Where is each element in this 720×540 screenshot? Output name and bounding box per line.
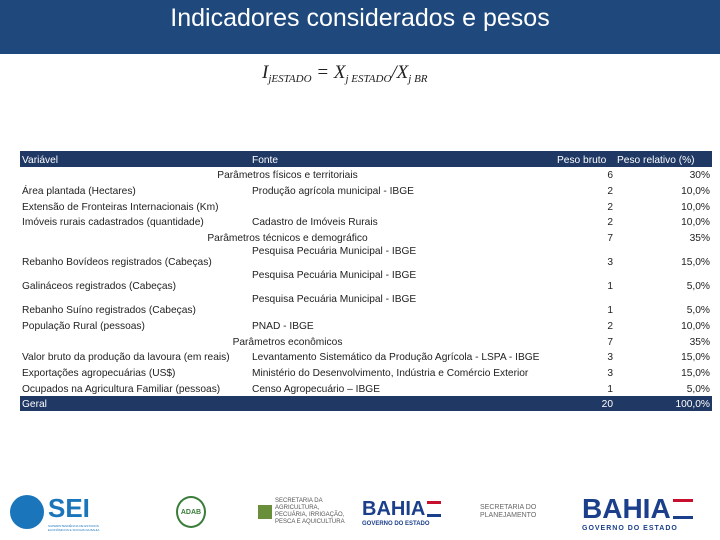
section-label: Parâmetros físicos e territoriais [217, 170, 358, 182]
indicators-table [20, 151, 712, 411]
adab-seal-icon [176, 496, 206, 528]
formula-lhs: I [262, 62, 269, 83]
cell-bruto: 3 [607, 257, 613, 269]
sei-logo [10, 490, 110, 534]
cell-fonte: Ministério do Desenvolvimento, Indústria e Comércio Exterior [252, 367, 529, 379]
table-row [20, 364, 712, 380]
cell-fonte: Censo Agropecuário – IBGE [252, 383, 380, 395]
formula-den-sub: j BR [408, 73, 428, 85]
footer-relativo: 100,0% [615, 396, 712, 412]
cell-fonte: Pesquisa Pecuária Municipal - IBGE [252, 270, 417, 282]
header-peso-bruto: Peso bruto [555, 151, 615, 167]
section-bruto: 7 [607, 233, 613, 245]
footer-bruto: 20 [555, 396, 615, 412]
formula-slash: /X [391, 62, 409, 83]
table-row [20, 317, 712, 333]
formula [262, 62, 428, 85]
seagri-text: SECRETARIA DA AGRICULTURA, PECUÁRIA, IRRIGAÇÃO, PESCA E AQUICULTURA [275, 498, 345, 525]
cell-variavel: População Rural (pessoas) [22, 320, 145, 332]
cell-variavel: Rebanho Bovídeos registrados (Cabeças) [22, 257, 212, 269]
bahia-large-wordmark: BAHIA [582, 492, 671, 524]
cell-variavel: Rebanho Suíno registrados (Cabeças) [22, 305, 196, 317]
seplan-logo [480, 490, 552, 534]
cell-variavel: Galináceos registrados (Cabeças) [22, 281, 177, 293]
cell-bruto: 1 [607, 305, 613, 317]
bahia-logo-small [362, 490, 462, 534]
section-label: Parâmetros econômicos [232, 336, 343, 348]
cell-variavel: Imóveis rurais cadastrados (quantidade) [22, 217, 204, 229]
seagri-emblem-icon [258, 505, 272, 519]
section-bruto: 6 [607, 170, 613, 182]
cell-relativo: 5,0% [686, 281, 710, 293]
cell-fonte: Produção agrícola municipal - IBGE [252, 186, 414, 198]
adab-logo [176, 490, 206, 534]
cell-fonte: Levantamento Sistemático da Produção Agrícola - LSPA - IBGE [252, 352, 540, 364]
cell-bruto: 2 [607, 320, 613, 332]
section-relativo: 35% [689, 336, 710, 348]
cell-bruto: 2 [607, 186, 613, 198]
cell-bruto: 2 [607, 201, 613, 213]
cell-bruto: 1 [607, 383, 613, 395]
formula-num-sub: j ESTADO [345, 73, 392, 85]
footer-label: Geral [20, 396, 250, 412]
cell-variavel: Valor bruto da produção da lavoura (em reais) [22, 352, 230, 364]
cell-relativo: 10,0% [681, 201, 710, 213]
header-peso-relativo: Peso relativo (%) [615, 151, 712, 167]
cell-fonte: PNAD - IBGE [252, 320, 314, 332]
cell-relativo: 5,0% [686, 305, 710, 317]
bahia-large-subtitle: GOVERNO DO ESTADO [582, 524, 678, 532]
page-title: Indicadores considerados e pesos [170, 4, 550, 32]
cell-fonte: Pesquisa Pecuária Municipal - IBGE [252, 246, 417, 258]
sei-emblem-icon [10, 495, 44, 529]
cell-bruto: 3 [607, 367, 613, 379]
cell-bruto: 3 [607, 352, 613, 364]
section-row-fisicos [20, 167, 712, 183]
formula-lhs-sub: jESTADO [268, 73, 312, 85]
table-row [20, 293, 712, 317]
table-row [20, 380, 712, 396]
section-row-tecnicos [20, 229, 712, 245]
cell-variavel: Extensão de Fronteiras Internacionais (Km) [22, 201, 219, 213]
bahia-flag-icon [673, 499, 693, 519]
cell-variavel: Ocupados na Agricultura Familiar (pessoas) [22, 383, 221, 395]
table-row [20, 269, 712, 293]
table-row [20, 198, 712, 214]
section-label: Parâmetros técnicos e demográfico [207, 233, 368, 245]
cell-variavel: Área plantada (Hectares) [22, 186, 136, 198]
cell-variavel: Exportações agropecuárias (US$) [22, 367, 176, 379]
cell-fonte [250, 198, 555, 214]
cell-relativo: 15,0% [681, 257, 710, 269]
table-row [20, 214, 712, 230]
adab-wordmark: ADAB [180, 508, 202, 516]
table-header-row [20, 151, 712, 167]
sei-wordmark: SEI [48, 492, 90, 523]
bahia-small-wordmark: BAHIA [362, 497, 426, 520]
bahia-logo-large [582, 490, 714, 534]
cell-relativo: 15,0% [681, 352, 710, 364]
cell-bruto: 1 [607, 281, 613, 293]
table-row [20, 349, 712, 365]
cell-relativo: 15,0% [681, 367, 710, 379]
seagri-logo [258, 490, 350, 534]
header-variavel: Variável [20, 151, 250, 167]
seplan-text: SECRETARIA DO PLANEJAMENTO [480, 504, 537, 519]
section-row-economicos [20, 333, 712, 349]
section-bruto: 7 [607, 336, 613, 348]
cell-relativo: 10,0% [681, 320, 710, 332]
title-bar [0, 0, 720, 54]
section-relativo: 35% [689, 233, 710, 245]
section-relativo: 30% [689, 170, 710, 182]
header-fonte: Fonte [250, 151, 555, 167]
cell-relativo: 5,0% [686, 383, 710, 395]
cell-fonte: Pesquisa Pecuária Municipal - IBGE [252, 294, 417, 306]
cell-bruto: 2 [607, 217, 613, 229]
formula-eq: = X [311, 62, 346, 83]
logo-strip [0, 490, 720, 540]
cell-relativo: 10,0% [681, 186, 710, 198]
bahia-flag-icon [427, 501, 441, 517]
cell-fonte: Cadastro de Imóveis Rurais [252, 217, 378, 229]
sei-subtitle: SUPERINTENDÊNCIA DE ESTUDOS ECONÔMICOS E SOCIAIS DA BAHIA [48, 523, 100, 532]
table-row [20, 182, 712, 198]
table-row [20, 245, 712, 269]
footer-empty [250, 396, 555, 412]
bahia-small-subtitle: GOVERNO DO ESTADO [362, 520, 430, 527]
cell-relativo: 10,0% [681, 217, 710, 229]
table-footer-row [20, 396, 712, 412]
